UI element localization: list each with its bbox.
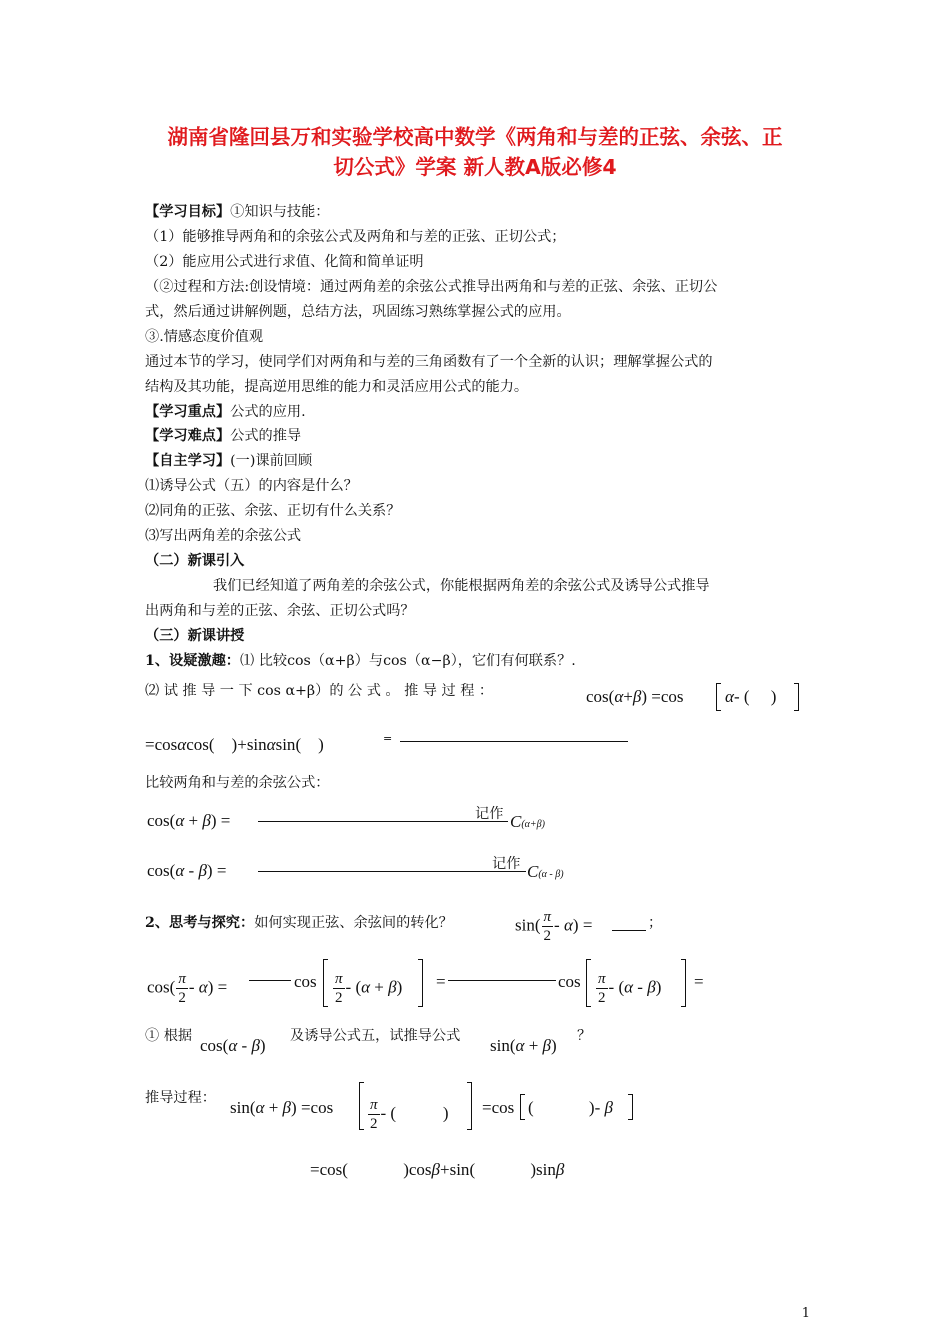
bracket-right — [467, 1082, 472, 1130]
item-2: 2、思考与探究：如何实现正弦、余弦间的转化？ — [145, 915, 453, 931]
item-1: 1、设疑激趣：⑴ 比较cos（α+β）与cos（α−β），它们有何联系？. — [145, 653, 576, 669]
derive-prompt-middle: 及诱导公式五，试推导公式 — [290, 1028, 461, 1044]
goals-line-6: ③.情感态度价值观 — [145, 329, 264, 345]
sin-sum-inline: sin(α + β) — [490, 1036, 557, 1055]
item-1-derive-prompt: ⑵ 试 推 导 一 下 cos α+β）的 公 式 。 推 导 过 程 ： — [145, 683, 494, 699]
formula-cos-sum-start: cos(α+β) =cos — [586, 687, 684, 706]
goals-line-7: 通过本节的学习，使同学们对两角和与差的三角函数有了一个全新的认识；理解掌握公式的 — [145, 354, 713, 370]
sin-complement-formula: sin( $\frac{\pi}{2}$ - α) = — [515, 909, 593, 944]
bracket-left — [586, 959, 591, 1007]
blank-cos-complement — [249, 980, 291, 981]
blank-line-1 — [400, 741, 628, 742]
section-lecture: （三）新课讲授 — [145, 628, 245, 644]
derivation-bracket-content: $\frac{\pi}{2}$ - ( ) — [370, 1097, 449, 1132]
sin-sum-derivation: sin(α + β) =cos — [230, 1098, 334, 1117]
section-new-intro: （二）新课引入 — [145, 553, 245, 569]
formula-expansion: =cosαcos( )+sinαsin( ) — [145, 735, 324, 754]
intro-paragraph-2: 出两角和与差的正弦、余弦、正切公式吗？ — [145, 603, 415, 619]
blank-line-cos-sum — [258, 821, 508, 822]
bracket-left — [716, 683, 721, 711]
semicolon: ； — [648, 915, 663, 931]
goals-line-2: （1）能够推导两角和的余弦公式及两角和与差的正弦、正切公式； — [145, 229, 566, 245]
bracket-right — [418, 959, 423, 1007]
document-title — [140, 122, 810, 182]
compare-label: 比较两角和与差的余弦公式： — [145, 775, 330, 791]
equals-2: = — [436, 972, 446, 991]
derivation-step-2-content: ( )- β — [528, 1098, 613, 1117]
bracket-left — [323, 959, 328, 1007]
goals-line-8: 结构及其功能，提高逆用思维的能力和灵活应用公式的能力。 — [145, 379, 529, 395]
blank-cos-sum-complement — [448, 980, 556, 981]
small-equals: = — [383, 732, 393, 745]
review-question-3: ⑶写出两角差的余弦公式 — [145, 528, 302, 544]
goals-line-1: 【学习目标】①知识与技能： — [145, 204, 330, 220]
page-number: 1 — [801, 1306, 810, 1321]
goals-line-4: （②过程和方法:创设情境：通过两角差的余弦公式推导出两角和与差的正弦、余弦、正切公 — [145, 279, 718, 295]
bracket-left — [520, 1094, 525, 1120]
self-study: 【自主学习】(一)课前回顾 — [145, 453, 313, 469]
formula-bracket-content: α- ( ) — [725, 687, 777, 706]
cos-diff-formula: cos(α - β) = — [147, 861, 227, 880]
derive-label: 推导过程： — [145, 1090, 216, 1106]
title-line-1: 湖南省隆回县万和实验学校高中数学《两角和与差的正弦、余弦、正 — [167, 125, 783, 149]
title-line-2: 切公式》学案 新人教A版必修4 — [333, 155, 617, 179]
derivation-step-3: =cos( )cosβ+sin( )sinβ — [310, 1160, 565, 1179]
notation-label-sum: 记作 — [475, 806, 504, 822]
blank-line-cos-diff — [258, 871, 526, 872]
bracket-right — [628, 1094, 633, 1120]
equals-3: = — [694, 972, 704, 991]
difficulty: 【学习难点】公式的推导 — [145, 428, 302, 444]
cos-complement-formula: cos( $\frac{\pi}{2}$ - α) = — [147, 971, 228, 1006]
review-question-1: ⑴诱导公式（五）的内容是什么？ — [145, 478, 358, 494]
bracket-content-1: $\frac{\pi}{2}$ - (α + β) — [335, 971, 403, 1006]
c-diff-notation: C(α - β) — [527, 862, 564, 881]
derivation-step-2: =cos — [482, 1098, 515, 1117]
derive-prompt-start: ① 根据 — [145, 1028, 193, 1044]
cos-diff-inline: cos(α - β) — [200, 1036, 266, 1055]
notation-label-diff: 记作 — [492, 856, 521, 872]
goals-line-3: （2）能应用公式进行求值、化简和简单证明 — [145, 254, 424, 270]
bracket-left — [359, 1082, 364, 1130]
cos-sum-formula: cos(α + β) = — [147, 811, 231, 830]
bracket-right — [794, 683, 799, 711]
key-point: 【学习重点】公式的应用. — [145, 404, 306, 420]
review-question-2: ⑵同角的正弦、余弦、正切有什么关系？ — [145, 503, 401, 519]
derive-prompt-end: ？ — [577, 1028, 592, 1044]
bracket-content-2: $\frac{\pi}{2}$ - (α - β) — [598, 971, 662, 1006]
goals-line-5: 式，然后通过讲解例题，总结方法，巩固练习熟练掌握公式的应用。 — [145, 304, 571, 320]
cos-label-1: cos — [294, 972, 317, 991]
c-sum-notation: C(α+β) — [510, 812, 545, 831]
cos-label-2: cos — [558, 972, 581, 991]
bracket-right — [681, 959, 686, 1007]
blank-sin-complement — [612, 930, 646, 931]
intro-paragraph-1: 我们已经知道了两角差的余弦公式，你能根据两角差的余弦公式及诱导公式推导 — [213, 578, 710, 594]
